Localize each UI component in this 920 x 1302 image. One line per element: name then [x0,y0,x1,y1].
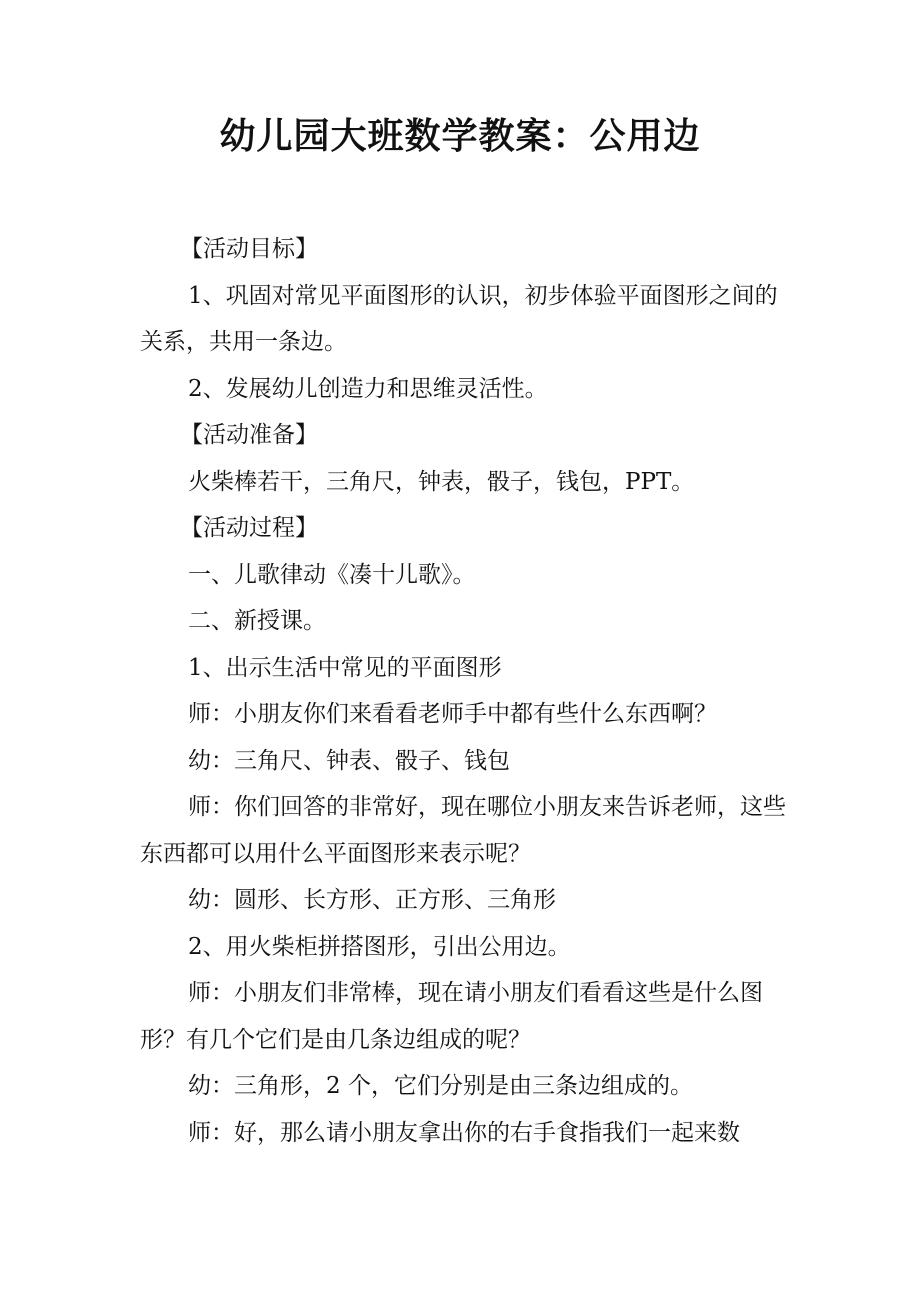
page-title: 幼儿园大班数学教案：公用边 [219,115,701,157]
paragraph: 一、儿歌律动《凑十儿歌》。 [188,561,476,588]
paragraph: 2、用火柴柜拼搭图形，引出公用边。 [188,933,571,960]
paragraph: 师：小朋友们非常棒，现在请小朋友们看看这些是什么图形？有几个它们是由几条边组成的呢？ [140,980,763,1053]
paragraph: 火柴棒若干，三角尺，钟表，骰子，钱包，PPT。 [188,468,695,495]
paragraph: 师：你们回答的非常好，现在哪位小朋友来告诉老师，这些东西都可以用什么平面图形来表示呢？ [140,794,786,867]
paragraph: 幼：三角尺、钟表、骰子、钱包 [188,747,510,774]
section-heading-process: 【活动过程】 [180,515,318,541]
paragraph: 师：好，那么请小朋友拿出你的右手食指我们一起来数 [188,1119,740,1146]
section-heading-goals: 【活动目标】 [180,236,318,262]
document-body [140,226,790,1156]
paragraph: 二、新授课。 [188,608,326,634]
paragraph: 2、发展幼儿创造力和思维灵活性。 [188,375,548,402]
paragraph: 师：小朋友你们来看看老师手中都有些什么东西啊？ [188,701,717,727]
paragraph: 1、巩固对常见平面图形的认识，初步体验平面图形之间的关系，共用一条边。 [140,282,778,355]
section-heading-preparation: 【活动准备】 [180,422,318,448]
paragraph: 幼：三角形，2 个，它们分别是由三条边组成的。 [188,1073,693,1099]
paragraph: 1、出示生活中常见的平面图形 [188,654,502,681]
paragraph: 幼：圆形、长方形、正方形、三角形 [188,887,556,913]
